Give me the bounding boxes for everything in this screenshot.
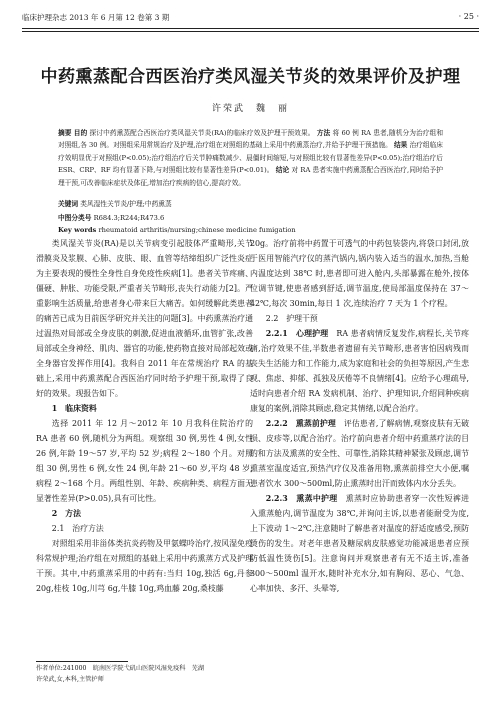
author-unit-note: 作者单位:241000 皖南医学院弋矶山医院风湿免疫科 芜湖: [36, 665, 205, 672]
journal-info: 临床护理杂志 2013 年 6 月第 12 卷第 3 期: [22, 13, 170, 22]
abstract: [58, 127, 443, 189]
page-number: · 25 ·: [458, 12, 479, 21]
author-bio-note: 许荣武,女,本科,主管护师: [36, 676, 104, 683]
section-heading: 1 临床资料: [51, 404, 97, 413]
paragraph: [250, 326, 469, 416]
paragraph: [250, 416, 469, 491]
conclusion-label: 结论: [275, 166, 290, 175]
method-label: 方法: [316, 129, 331, 137]
paragraph: 选择 2011 年 12 月～2012 年 10 月我科住院治疗的 RA 患者 60 例,随机分为两组。观察组 30 例,男性 4 例,女性 26 例,年龄 19～57 岁,平均 52 岁;病程 2～180 个月。对照组 30 例,男性 6 例,女性 24 例,年龄 21～60 岁,平均 48 岁;病程 2～168 个月。两组性别、年龄、疾病种类、病程方面无显著性差异(P>0.05),具有可比性。: [36, 419, 253, 503]
method-text: 将 60 例 RA 患者,随机分为治疗组和对照组,各 30 例。对照组采用常规治疗及护理,治疗组在对照组的基础上采用中药熏蒸治疗,并给予护理干预措施。: [58, 129, 444, 150]
keywords-cn: [58, 198, 443, 208]
objective-label: 目的: [73, 129, 88, 137]
article-authors: 许荣武 魏 丽: [211, 104, 289, 114]
paragraph: 对照组采用非甾体类抗炎药物及甲氨蝶呤治疗,按风湿免疫科常规护理;治疗组在对照组的基础上采用中药熏蒸方式及护理干预。其中,中药熏蒸采用的中药有:当归 10g,独活 6g,丹参 20g,桂枝 10g,川芎 6g,牛膝 10g,鸡血藤 20g,桑枝藤: [36, 539, 253, 593]
keywords-en: [58, 226, 443, 234]
result-text: 治疗组临床疗效明显优于对照组(P<0.05);治疗组治疗后关节肿痛数减少、晨僵时间缩短,与对照组比较有显著性差异(P<0.05);治疗组治疗后 ESR、CRP、RF 均有显著下降,与对照组比较有显著性差异(P<0.01)。: [58, 141, 443, 175]
conclusion-text: 对 RA 患者实施中药熏蒸配合西医治疗,同时给予护理干预,可改善临床症状及体征,增加治疗疾病的信心,提高疗效。: [58, 166, 443, 187]
paragraph: [250, 491, 469, 596]
paragraph: 20g。治疗前将中药置于可透气的中药包装袋内,将袋口封闭,放于医用智能汽疗仪的蒸汽锅内,锅内装入适当的温水,加热,当舱内温度达到 38℃ 时,患者即可进入舱内,头部暴露在舱外,按体位调节键,使患者感到舒适,调节温度,使局部温度保持在 37～42℃,每次 30min,每日 1 次,连续治疗 7 天为 1 个疗程。: [250, 239, 469, 308]
keywords-label: 关键词: [58, 200, 79, 208]
classification-label: 中图分类号: [58, 214, 92, 222]
subsection-heading: 2.1 治疗方法: [51, 524, 104, 533]
keywords-en-text: rheumatoid arthritis/nursing;chinese medicine fumigation: [98, 226, 296, 234]
item-text: 评估患者,了解病情,观察皮肤有无破损、皮疹等,以配合治疗。治疗前向患者介绍中药熏蒸疗法的目的和方法及熏蒸的安全性、可靠性,消除其精神紧张及顾虑,调节熏蒸室温度适宜,预热汽疗仪及准备用物,熏蒸前排空大小便,嘱患者饮水 300～500ml,防止熏蒸时出汗而致体内水分丢失。: [250, 419, 469, 488]
intro-paragraph: 类风湿关节炎(RA)是以关节病变引起肢体严重畸形,关节滑膜炎及浆膜、心肺、皮肤、眼、血管等结缔组织广泛性炎症为主要表现的慢性全身性自身免疫性疾病[1]。患者关节疼痛、僵硬、肿胀、功能受限,严重者关节畸形,丧失行动能力[2]。严重影响生活质量,给患者身心带来巨大痛苦。如何缓解此类患者的痛苦已成为目前医学研究并关注的问题[3]。中药熏蒸治疗通过温热对局部或全身皮肤的刺激,促进血液循环,血管扩张,改善局部或全身神经、肌肉、器官的功能,使药物直接对局部起效或全身器官发挥作用[4]。我科自 2011 年在常规治疗 RA 的基础上,采用中药熏蒸配合西医治疗同时给予护理干预,取得了良好的效果。现报告如下。: [36, 239, 253, 398]
left-column: [36, 236, 253, 596]
section-heading: 2 方法: [51, 509, 81, 518]
abstract-label: 摘要: [58, 129, 72, 137]
header-rule-thin: [22, 31, 479, 32]
item-heading: 2.2.3 熏蒸中护理: [265, 494, 338, 503]
keywords-text: 类风湿性关节炎/护理;中药熏蒸: [80, 200, 172, 208]
item-heading: 2.2.1 心理护理: [265, 329, 329, 338]
header-rule: [22, 28, 479, 29]
item-heading: 2.2.2 熏蒸前护理: [265, 419, 336, 428]
result-label: 结果: [393, 141, 408, 150]
item-text: RA 患者病情反复发作,病程长,关节疼痛,治疗效果不佳,半数患者遗留有关节畸形,患者害怕因病残而丧失生活能力和工作能力,成为家庭和社会的负担等原因,产生悲观、焦虑、抑郁、孤独及厌倦等不良情绪[4]。应给予心理疏导,适时向患者介绍 RA 发病机制、治疗、护理知识,介绍同种疾病康复的案例,消除其顾虑,稳定其情绪,以配合治疗。: [250, 329, 469, 413]
article-title: 中药熏蒸配合西医治疗类风湿关节炎的效果评价及护理: [40, 67, 461, 87]
subsection-heading: 2.2 护理干预: [265, 314, 318, 323]
classification: [58, 212, 443, 222]
running-header: [22, 12, 479, 26]
objective-text: 探讨中药熏蒸配合西医治疗类风湿关节炎(RA)的临床疗效及护理干预效果。: [89, 129, 315, 137]
footnote-rule: [36, 661, 128, 662]
keywords-en-label: Key words: [58, 226, 97, 234]
right-column: [250, 236, 469, 596]
item-text: 熏蒸时应协助患者穿一次性短裤进入熏蒸舱内,调节温度为 38℃,并询问主诉,以患者能耐受为度,上下波动 1～2℃,注意随时了解患者对温度的舒适度感受,预防烫伤的发生。对老年患者及糖尿病皮肤感觉功能减退患者应预防低温性烫伤[5]。注意询问并观察患者有无不适主诉,准备 300～500ml 温开水,随时补充水分,如有胸闷、恶心、气急、心率加快、多汗、头晕等,: [250, 494, 469, 593]
classification-text: R684.3;R244;R473.6: [93, 214, 165, 222]
